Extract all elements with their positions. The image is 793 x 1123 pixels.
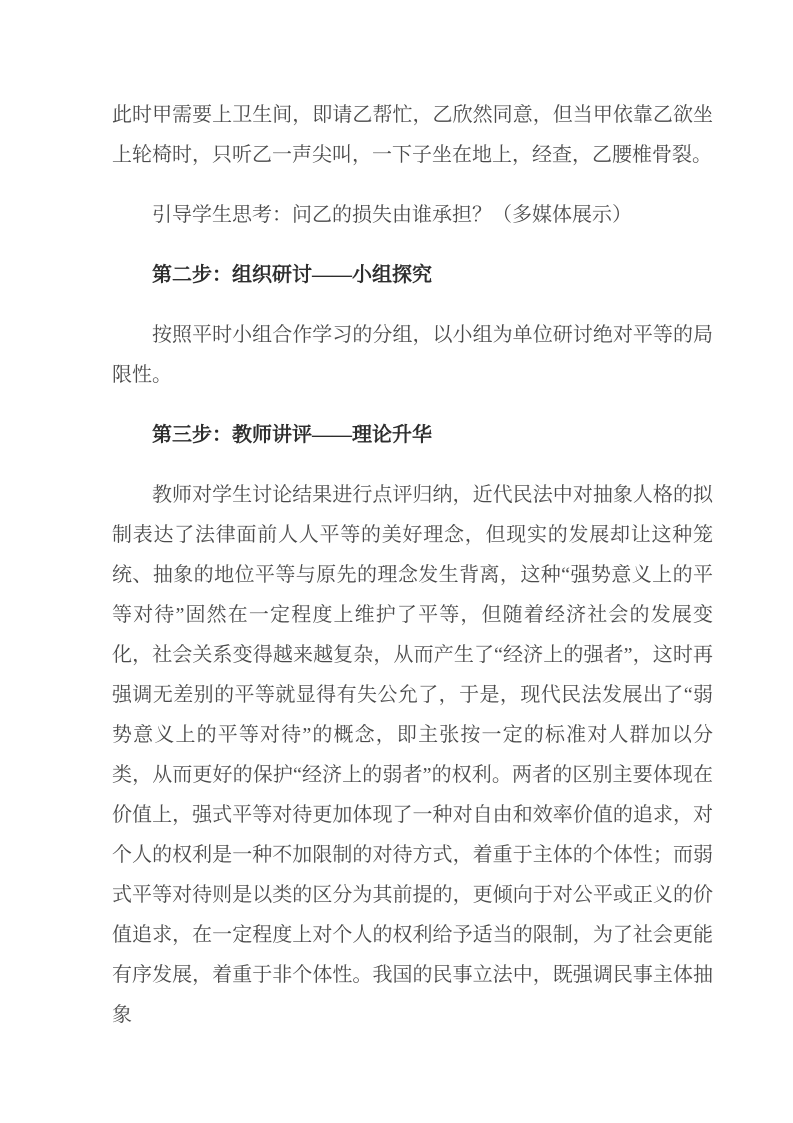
paragraph-teacher-commentary: 教师对学生讨论结果进行点评归纳，近代民法中对抽象人格的拟制表达了法律面前人人平等的美好理念，但现实的发展却让这种笼统、抽象的地位平等与原先的理念发生背离，这种“强势意义上的平等对待”固然在一定程度上维护了平等，但随着经济社会的发展变化，社会关系变得越来越复杂，从而产生了“经济上的强者”，这时再强调无差别的平等就显得有失公允了，于是，现代民法发展出了“弱势意义上的平等对待”的概念，即主张按一定的标准对人群加以分类，从而更好的保护“经济上的弱者”的权利。两者的区别主要体现在价值上，强式平等对待更加体现了一种对自由和效率价值的追求，对个人的权利是一种不加限制的对待方式，着重于主体的个体性；而弱式平等对待则是以类的区分为其前提的，更倾向于对公平或正义的价值追求，在一定程度上对个人的权利给予适当的限制，为了社会更能有序发展，着重于非个体性。我国的民事立法中，既强调民事主体抽象 xyxy=(112,484,713,1026)
document-text-column xyxy=(112,95,713,1035)
paragraph-group-discussion: 按照平时小组合作学习的分组，以小组为单位研讨绝对平等的局限性。 xyxy=(112,324,713,386)
paragraph-guiding-question: 引导学生思考：问乙的损失由谁承担？（多媒体展示） xyxy=(152,204,632,226)
heading-step-three: 第三步：教师讲评——理论升华 xyxy=(152,424,432,446)
heading-step-two: 第二步：组织研讨——小组探究 xyxy=(152,264,432,286)
paragraph-case-scenario: 此时甲需要上卫生间，即请乙帮忙，乙欣然同意，但当甲依靠乙欲坐上轮椅时，只听乙一声尖叫，一下子坐在地上，经查，乙腰椎骨裂。 xyxy=(112,104,713,166)
